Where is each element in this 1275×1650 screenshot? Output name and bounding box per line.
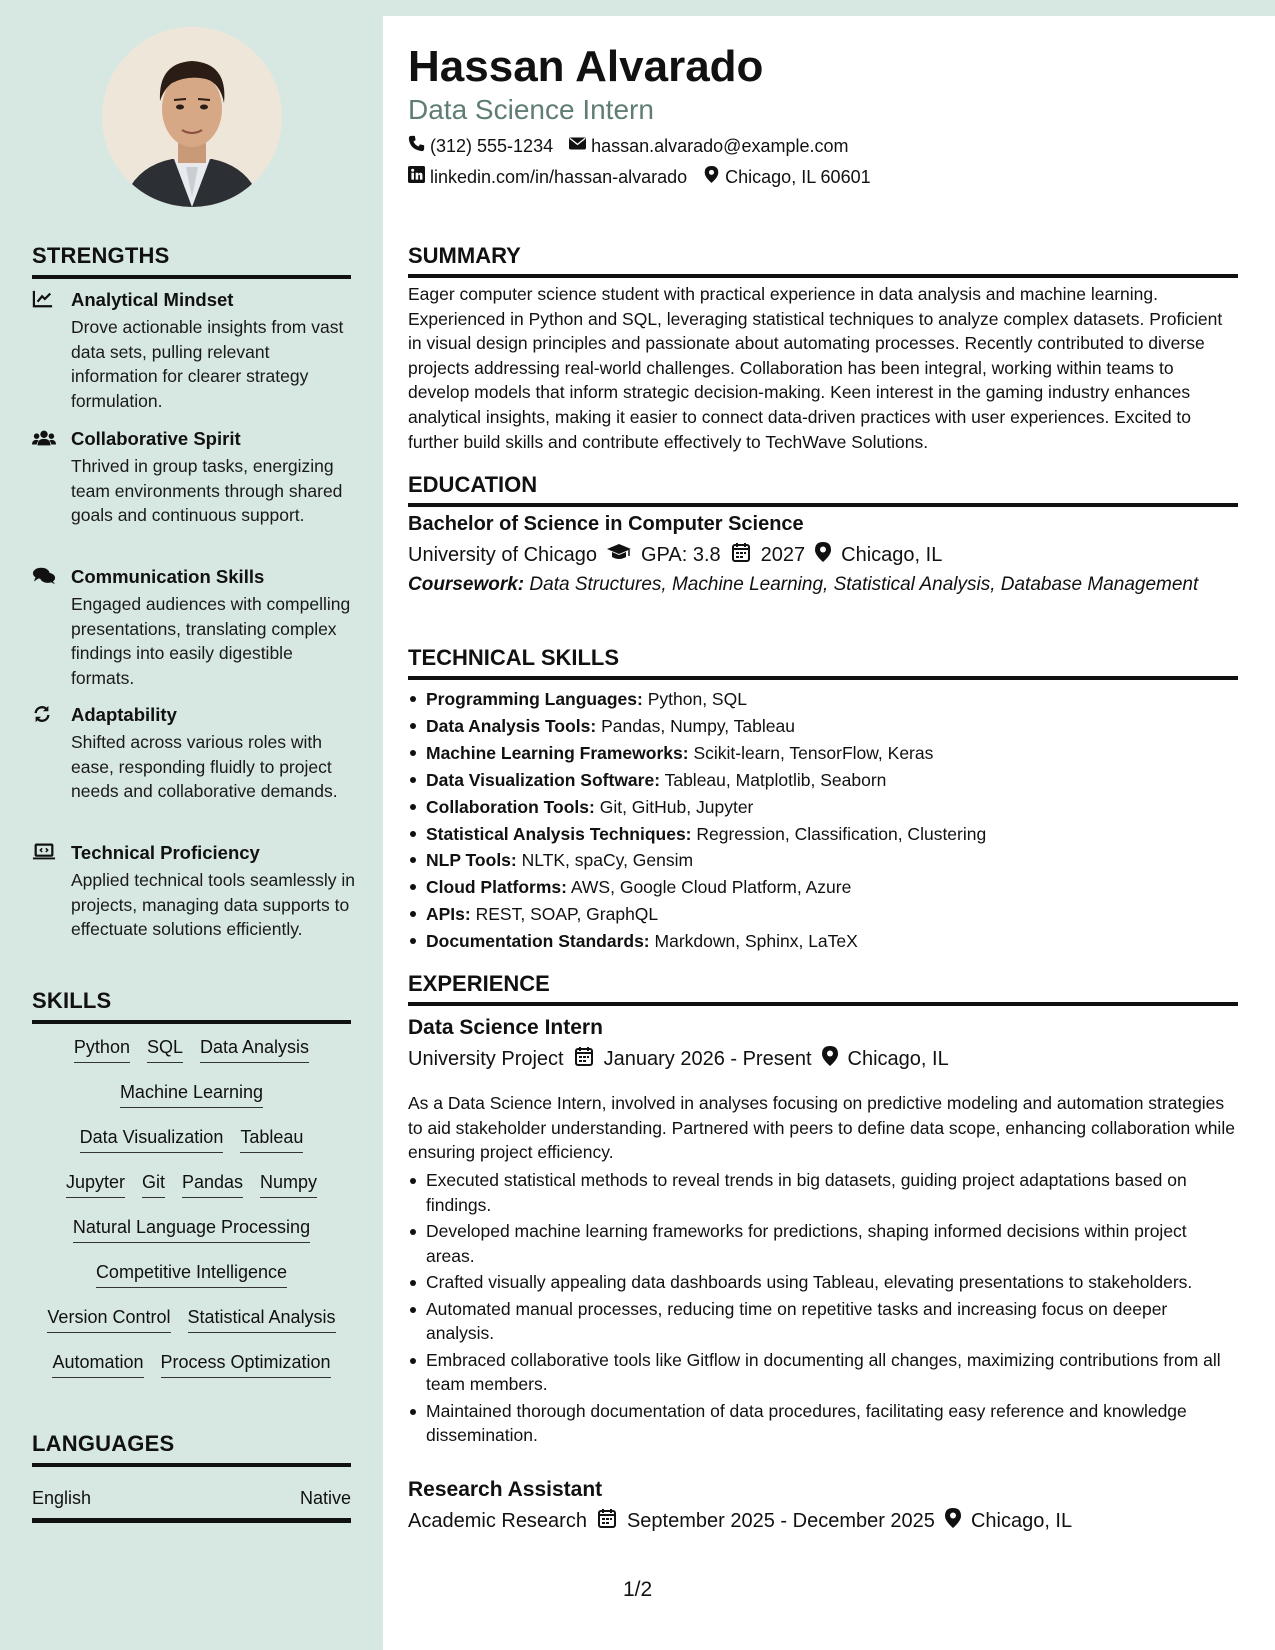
profile-photo [102,27,282,207]
list-item: Embraced collaborative tools like Gitflow in documenting all changes, maximizing contributions from all team members. [408,1348,1238,1397]
education-location: Chicago, IL [841,543,943,566]
strength-title: Adaptability [71,704,177,725]
strength-title: Collaborative Spirit [71,428,241,449]
job-meta [408,1046,949,1072]
skill-category: Programming Languages: [426,689,643,709]
skill-values: Pandas, Numpy, Tableau [601,715,795,736]
strength-desc: Thrived in group tasks, energizing team environments through shared goals and continuous support. [71,456,343,525]
skill-tag: Competitive Intelligence [96,1260,287,1288]
skill-tag: Natural Language Processing [73,1215,310,1243]
skill-tag: Python [74,1035,130,1063]
map-pin-icon [815,542,831,568]
summary-text: Eager computer science student with practical experience in data analysis and machine learning. Experienced in Python and SQL, leveraging statistical techniques to analyze complex datasets. Proficient in visual design principles and passionate about automating processes. Recently contributed to diverse projects addressing real-world challenges. Collaboration has been integral, working within teams to develop models that inform strategic decision-making. Keen interest in the gaming industry enhances analytical insights, making it easier to connect data-driven practices with user experiences. Excited to further build skills and contribute effectively to TechWave Solutions. [408,284,1223,452]
list-item: Executed statistical methods to reveal trends in big datasets, guiding project adaptations based on findings. [408,1168,1238,1217]
skill-values: Tableau, Matplotlib, Seaborn [664,769,887,790]
linkedin-item [408,166,687,188]
technical-skills-heading: TECHNICAL SKILLS [408,645,1238,680]
job-location: Chicago, IL [970,1509,1073,1532]
coursework-label: Coursework: [408,574,525,595]
graduation-year: 2027 [760,543,806,566]
linkedin-text: linkedin.com/in/hassan-alvarado [430,166,688,187]
strength-title: Communication Skills [71,566,265,587]
languages-heading: LANGUAGES [32,1431,351,1467]
skill-category: Documentation Standards: [426,931,650,952]
graduation-cap-icon [607,542,631,568]
skill-category: Collaboration Tools: [426,796,595,817]
job-meta [408,1508,1072,1534]
skill-tag: SQL [147,1035,183,1063]
skill-tag: Numpy [260,1170,317,1198]
skill-values: REST, SOAP, GraphQL [475,904,659,925]
contact-line-2 [408,166,871,188]
strength-desc: Shifted across various roles with ease, responding fluidly to project needs and collaborative demands. [71,732,338,801]
skill-values: AWS, Google Cloud Platform, Azure [570,877,852,898]
list-item [408,794,1238,821]
coursework-text: Data Structures, Machine Learning, Statistical Analysis, Database Management [529,574,1199,595]
calendar-icon [731,542,751,568]
experience-heading: EXPERIENCE [408,971,1238,1006]
comments-icon [32,566,56,588]
sync-icon [32,704,56,726]
envelope-icon [569,135,586,157]
language-level-bar [32,1518,351,1523]
list-item: Crafted visually appealing data dashboards using Tableau, elevating presentations to stakeholders. [408,1270,1238,1295]
map-pin-icon [703,166,720,188]
skill-category: Data Analysis Tools: [426,715,597,736]
skill-category: Cloud Platforms: [426,877,567,898]
location-text: Chicago, IL 60601 [725,166,871,187]
job-description: As a Data Science Intern, involved in analyses focusing on predictive modeling and automation strategies to aid stakeholder understanding. Partnered with peers to define data scope, enhancing collaboration while ensuring project efficiency. [408,1093,1235,1162]
strengths-heading: STRENGTHS [32,243,351,279]
list-item [408,847,1238,874]
skill-values: Markdown, Sphinx, LaTeX [654,931,858,952]
summary-heading: SUMMARY [408,243,1238,278]
skill-values: NLTK, spaCy, Gensim [521,850,694,871]
location-item [703,166,870,188]
language-row [32,1488,351,1509]
skill-values: Git, GitHub, Jupyter [599,796,754,817]
skill-tag: Data Analysis [200,1035,309,1063]
skill-category: Data Visualization Software: [426,769,661,790]
skill-tag: Automation [52,1350,143,1378]
job-title: Research Assistant [408,1478,603,1501]
list-item [408,713,1238,740]
calendar-icon [597,1508,617,1534]
map-pin-icon [945,1508,961,1534]
job-bullets [408,1168,1238,1450]
linkedin-icon [408,166,425,188]
list-item [408,740,1238,767]
skill-values: Scikit-learn, TensorFlow, Keras [693,742,934,763]
list-item [408,767,1238,794]
email-item [569,135,848,157]
list-item: Developed machine learning frameworks for predictions, shaping informed decisions within project areas. [408,1219,1238,1268]
candidate-role: Data Science Intern [408,94,654,125]
strength-title: Analytical Mindset [71,289,234,310]
list-item [408,821,1238,848]
education-heading: EDUCATION [408,472,1238,507]
education-meta [408,542,942,568]
skill-tag: Pandas [182,1170,243,1198]
job-org: University Project [408,1047,564,1070]
page-number: 1/2 [623,1578,653,1601]
skill-category: NLP Tools: [426,850,517,871]
chart-line-icon [32,289,56,311]
skill-tag: Version Control [47,1305,170,1333]
phone-text: (312) 555-1234 [430,135,554,156]
list-item: Maintained thorough documentation of data procedures, facilitating easy reference and knowledge dissemination. [408,1399,1238,1448]
technical-skills-list [408,686,1238,955]
job-dates: January 2026 - Present [603,1047,812,1070]
language-level: Native [299,1488,351,1508]
skill-category: APIs: [426,904,471,925]
language-name: English [32,1488,92,1508]
skill-tag: Machine Learning [120,1080,263,1108]
school-name: University of Chicago [408,543,597,566]
coursework [408,573,1238,598]
users-icon [32,428,56,450]
sidebar [0,0,383,1650]
calendar-icon [574,1046,594,1072]
skill-tag: Process Optimization [161,1350,331,1378]
skill-tag: Tableau [240,1125,303,1153]
skill-values: Regression, Classification, Clustering [696,823,987,844]
candidate-name: Hassan Alvarado [408,42,764,91]
degree-title: Bachelor of Science in Computer Science [408,513,804,535]
strength-title: Technical Proficiency [71,842,260,863]
skill-tag: Git [142,1170,165,1198]
skill-tag: Data Visualization [80,1125,224,1153]
strength-desc: Engaged audiences with compelling presentations, translating complex findings into easily digestible formats. [71,594,351,688]
job-title: Data Science Intern [408,1016,603,1039]
skill-category: Machine Learning Frameworks: [426,742,689,763]
job-org: Academic Research [408,1509,587,1532]
phone-icon [408,135,425,157]
list-item: Automated manual processes, reducing time on repetitive tasks and increasing focus on deeper analysis. [408,1297,1238,1346]
main-content [383,16,1275,1650]
list-item [408,686,1238,713]
laptop-code-icon [32,842,56,864]
strength-desc: Drove actionable insights from vast data sets, pulling relevant information for clearer strategy formulation. [71,317,344,411]
phone-item [408,135,553,157]
list-item [408,874,1238,901]
job-location: Chicago, IL [847,1047,949,1070]
gpa-text: GPA: 3.8 [640,543,721,566]
list-item [408,928,1238,955]
skills-list [32,1035,351,1395]
contact-line-1 [408,135,849,157]
map-pin-icon [822,1046,838,1072]
email-text: hassan.alvarado@example.com [591,135,849,156]
skill-values: Python, SQL [647,689,747,709]
skills-heading: SKILLS [32,988,351,1024]
skill-tag: Statistical Analysis [188,1305,336,1333]
strength-desc: Applied technical tools seamlessly in projects, managing data supports to effectuate solutions efficiently. [71,870,356,939]
list-item [408,901,1238,928]
job-dates: September 2025 - December 2025 [626,1509,935,1532]
skill-category: Statistical Analysis Techniques: [426,823,692,844]
skill-tag: Jupyter [66,1170,125,1198]
